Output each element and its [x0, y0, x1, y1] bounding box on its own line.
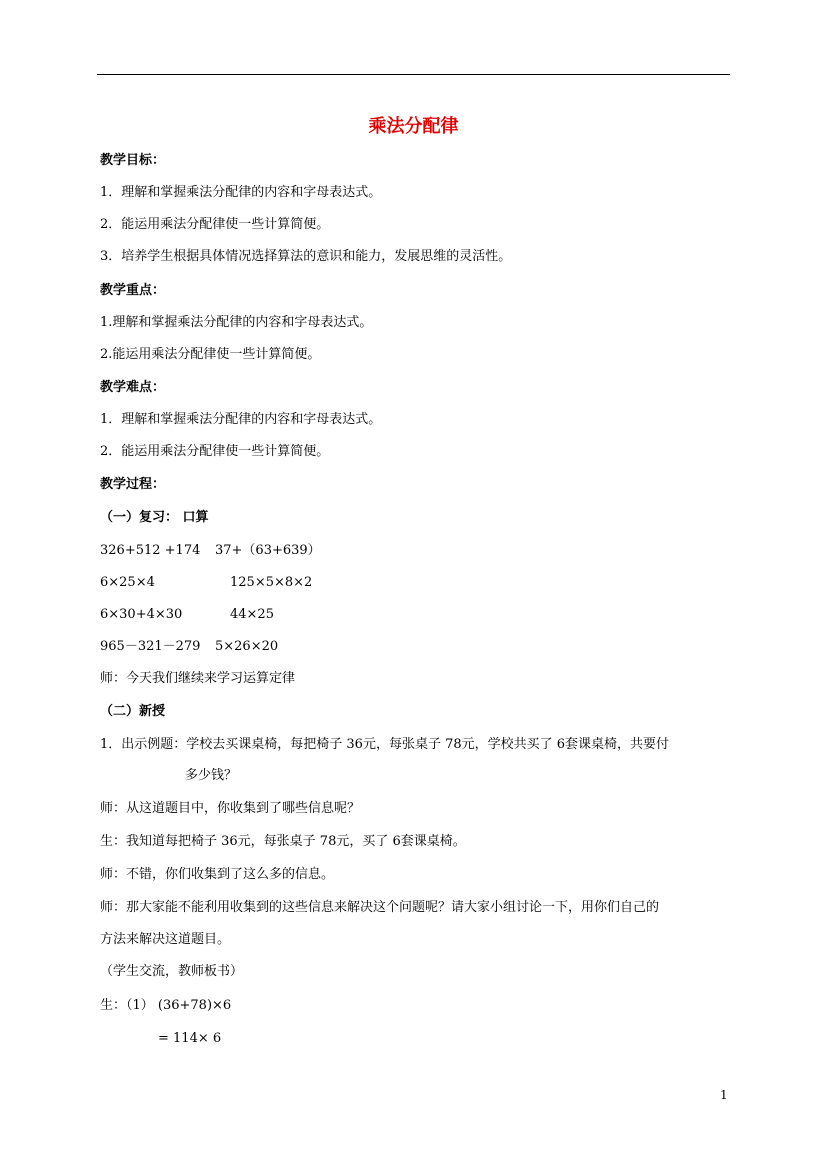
key-heading: 教学重点： [100, 283, 166, 298]
review-expression: 5×26×20 [215, 639, 279, 654]
example-text-cont: 多少钱？ [185, 768, 238, 783]
document-title: 乘法分配律 [368, 116, 459, 137]
header-rule [97, 74, 730, 75]
process-heading: 教学过程： [100, 477, 166, 492]
dialog-line: 师：那大家能不能利用收集到的这些信息来解决这个问题呢？请大家小组讨论一下，用你们自己的 [100, 900, 660, 915]
goal-item: 1．理解和掌握乘法分配律的内容和字母表达式。 [100, 185, 382, 200]
dialog-line: 生：我知道每把椅子 36元，每张桌子 78元，买了 6套课桌椅。 [100, 834, 466, 849]
new-heading: （二）新授 [100, 704, 166, 719]
review-expression: 326+512 +174 [100, 543, 201, 558]
review-expression: 37+（63+639） [215, 543, 321, 558]
dialog-line-cont: 方法来解决这道题目。 [100, 932, 231, 947]
key-item: 2.能运用乘法分配律使一些计算简便。 [100, 347, 321, 362]
review-heading: （一）复习： 口算 [100, 510, 209, 525]
review-expression: 44×25 [230, 607, 274, 622]
goal-item: 2．能运用乘法分配律使一些计算简便。 [100, 217, 330, 232]
page-number: 1 [720, 1088, 728, 1102]
example-text: 1．出示例题：学校去买课桌椅，每把椅子 36元，每张桌子 78元，学校共买了 6套课桌椅，共要付 [100, 737, 670, 752]
goals-heading: 教学目标： [100, 153, 166, 168]
class-note: （学生交流，教师板书） [100, 964, 244, 979]
review-expression: 125×5×8×2 [230, 575, 313, 590]
dialog-line: 师：从这道题目中，你收集到了哪些信息呢？ [100, 801, 361, 816]
dialog-line: 师：不错，你们收集到了这么多的信息。 [100, 867, 335, 882]
difficult-heading: 教学难点： [100, 380, 166, 395]
difficult-item: 1．理解和掌握乘法分配律的内容和字母表达式。 [100, 412, 382, 427]
difficult-item: 2．能运用乘法分配律使一些计算简便。 [100, 444, 330, 459]
review-expression: 965－321－279 [100, 639, 201, 654]
review-expression: 6×30+4×30 [100, 607, 183, 622]
student-calculation: 生：（1） (36+78)×6 [100, 998, 232, 1013]
review-expression: 6×25×4 [100, 575, 155, 590]
key-item: 1.理解和掌握乘法分配律的内容和字母表达式。 [100, 315, 373, 330]
goal-item: 3．培养学生根据具体情况选择算法的意识和能力，发展思维的灵活性。 [100, 249, 512, 264]
calculation-step: = 114× 6 [158, 1031, 222, 1046]
teacher-intro: 师：今天我们继续来学习运算定律 [100, 671, 296, 686]
